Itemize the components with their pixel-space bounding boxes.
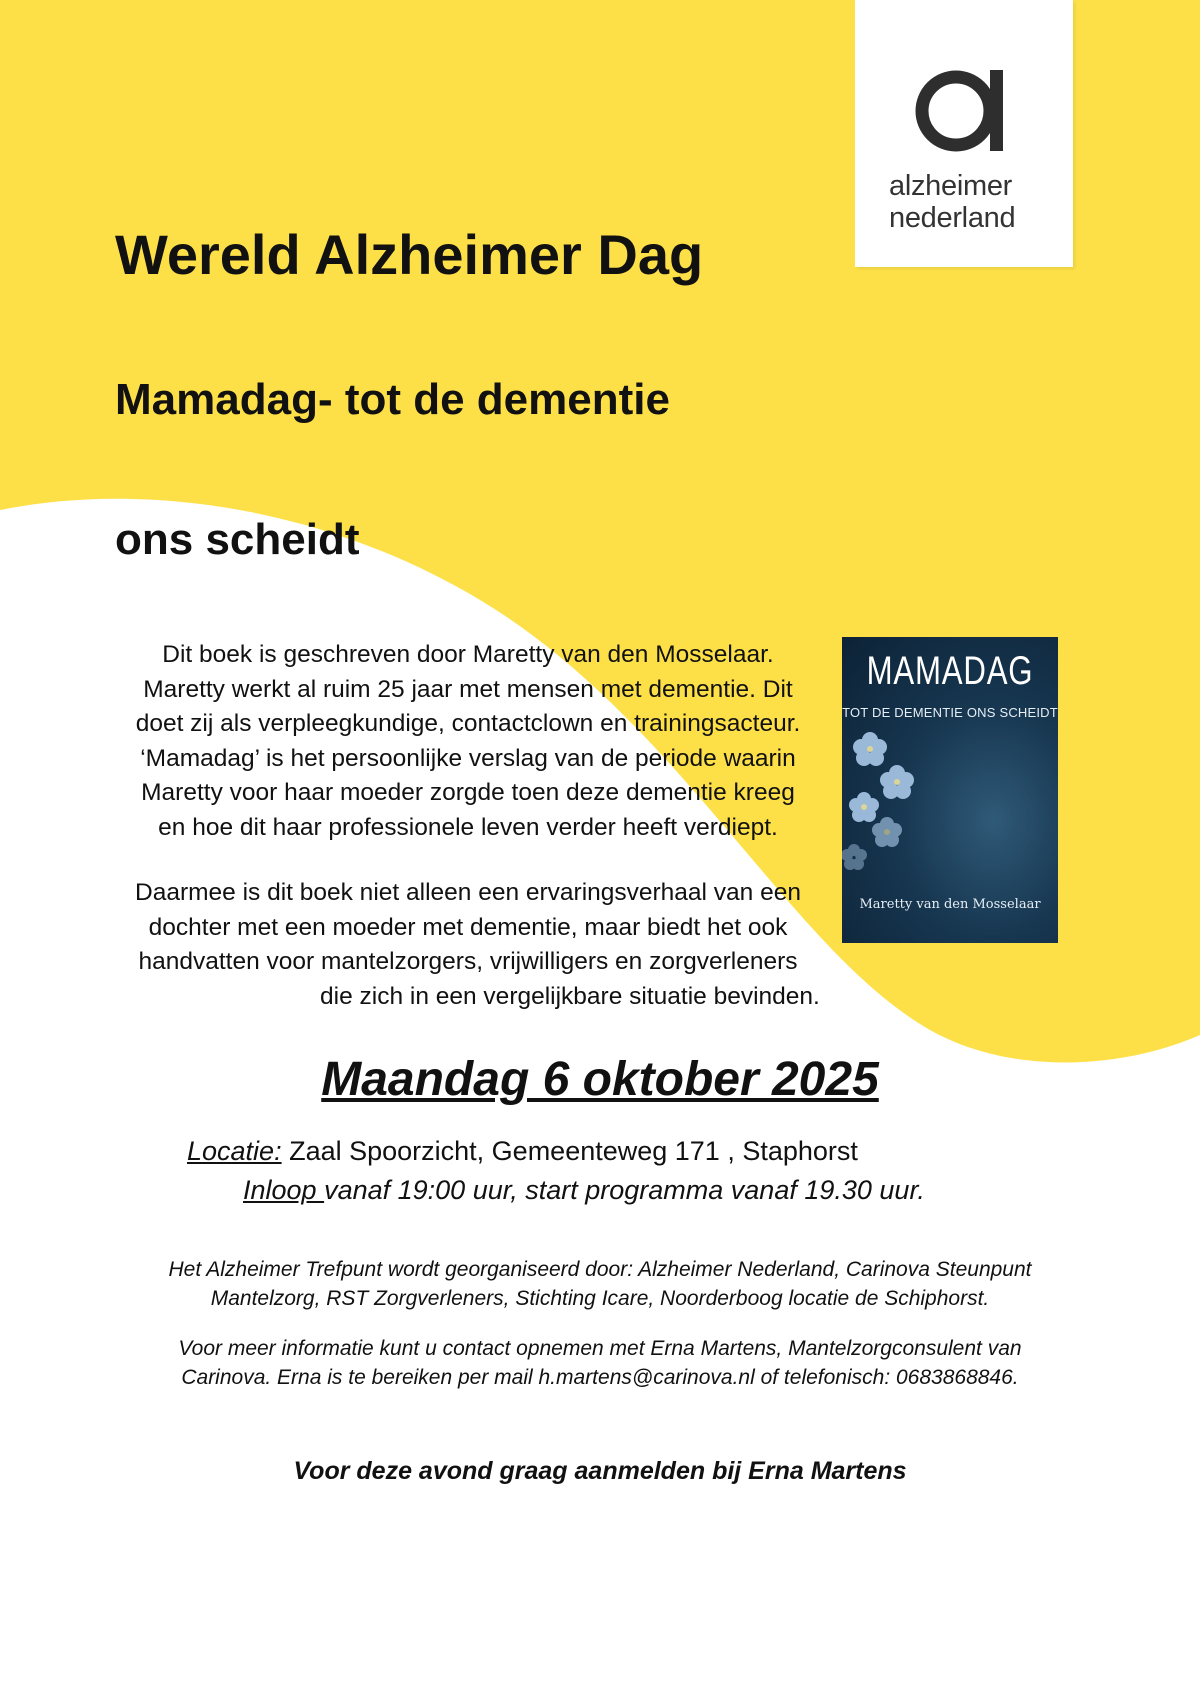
logo-text — [889, 170, 1059, 234]
body-line: dochter met een moeder met dementie, maar biedt het ook — [148, 913, 788, 941]
logo-line-2: nederland — [889, 202, 1016, 234]
body-line: doet zij als verpleegkundige, contactclown en trainingsacteur. — [135, 710, 801, 737]
book-cover-subtitle: TOT DE DEMENTIE ONS SCHEIDT — [842, 705, 1058, 720]
registration-call-to-action: Voor deze avond graag aanmelden bij Erna Martens — [293, 1457, 907, 1485]
contact-line: Voor meer informatie kunt u contact opnemen met Erna Martens, Mantelzorgconsulent van — [178, 1337, 1022, 1360]
contact-line: Carinova. Erna is te bereiken per mail h.martens@carinova.nl of telefonisch: 0683868846. — [181, 1366, 1019, 1389]
book-cover-author: Maretty van den Mosselaar — [859, 897, 1041, 912]
body-line: handvatten voor mantelzorgers, vrijwilligers en zorgverleners — [138, 948, 798, 975]
alzheimer-nederland-logo — [855, 0, 1073, 267]
page-title: Wereld Alzheimer Dag — [115, 223, 704, 286]
body-line: Maretty voor haar moeder zorgde toen deze dementie kreeg — [141, 779, 795, 806]
contact-note — [100, 1334, 1100, 1392]
alzheimer-a-icon — [913, 58, 1013, 158]
organizers-line: Mantelzorg, RST Zorgverleners, Stichting Icare, Noorderboog locatie de Schiphorst. — [210, 1287, 990, 1310]
body-line: Dit boek is geschreven door Maretty van den Mosselaar. — [162, 641, 774, 668]
event-time — [243, 1175, 925, 1206]
body-line: ‘Mamadag’ is het persoonlijke verslag van de periode waarin — [140, 744, 796, 772]
organizers-line: Het Alzheimer Trefpunt wordt georganiseerd door: Alzheimer Nederland, Carinova Steunpunt — [168, 1258, 1032, 1281]
location-value: Zaal Spoorzicht, Gemeenteweg 171 , Staphorst — [281, 1136, 858, 1166]
event-date: Maandag 6 oktober 2025 — [321, 1053, 879, 1106]
organizers-note — [100, 1255, 1100, 1313]
book-cover-image — [842, 637, 1058, 943]
inloop-value: vanaf 19:00 uur, start programma vanaf 19.30 uur. — [324, 1175, 925, 1205]
location-label: Locatie: — [187, 1136, 282, 1166]
book-description-2 — [108, 876, 828, 980]
body-line: en hoe dit haar professionele leven verder heeft verdiept. — [158, 813, 778, 841]
book-cover-title: MAMADAG — [866, 649, 1034, 693]
body-line: Maretty werkt al ruim 25 jaar met mensen met dementie. Dit — [143, 675, 793, 703]
inloop-label: Inloop — [243, 1175, 325, 1205]
subtitle-line-2: ons scheidt — [115, 515, 360, 564]
book-description — [108, 638, 828, 845]
body-line: Daarmee is dit boek niet alleen een ervaringsverhaal van een — [135, 879, 801, 906]
logo-line-1: alzheimer — [889, 170, 1013, 202]
body-line-last: die zich in een vergelijkbare situatie bevinden. — [320, 983, 820, 1010]
event-location — [187, 1136, 858, 1167]
subtitle-line-1: Mamadag- tot de dementie — [115, 375, 670, 424]
